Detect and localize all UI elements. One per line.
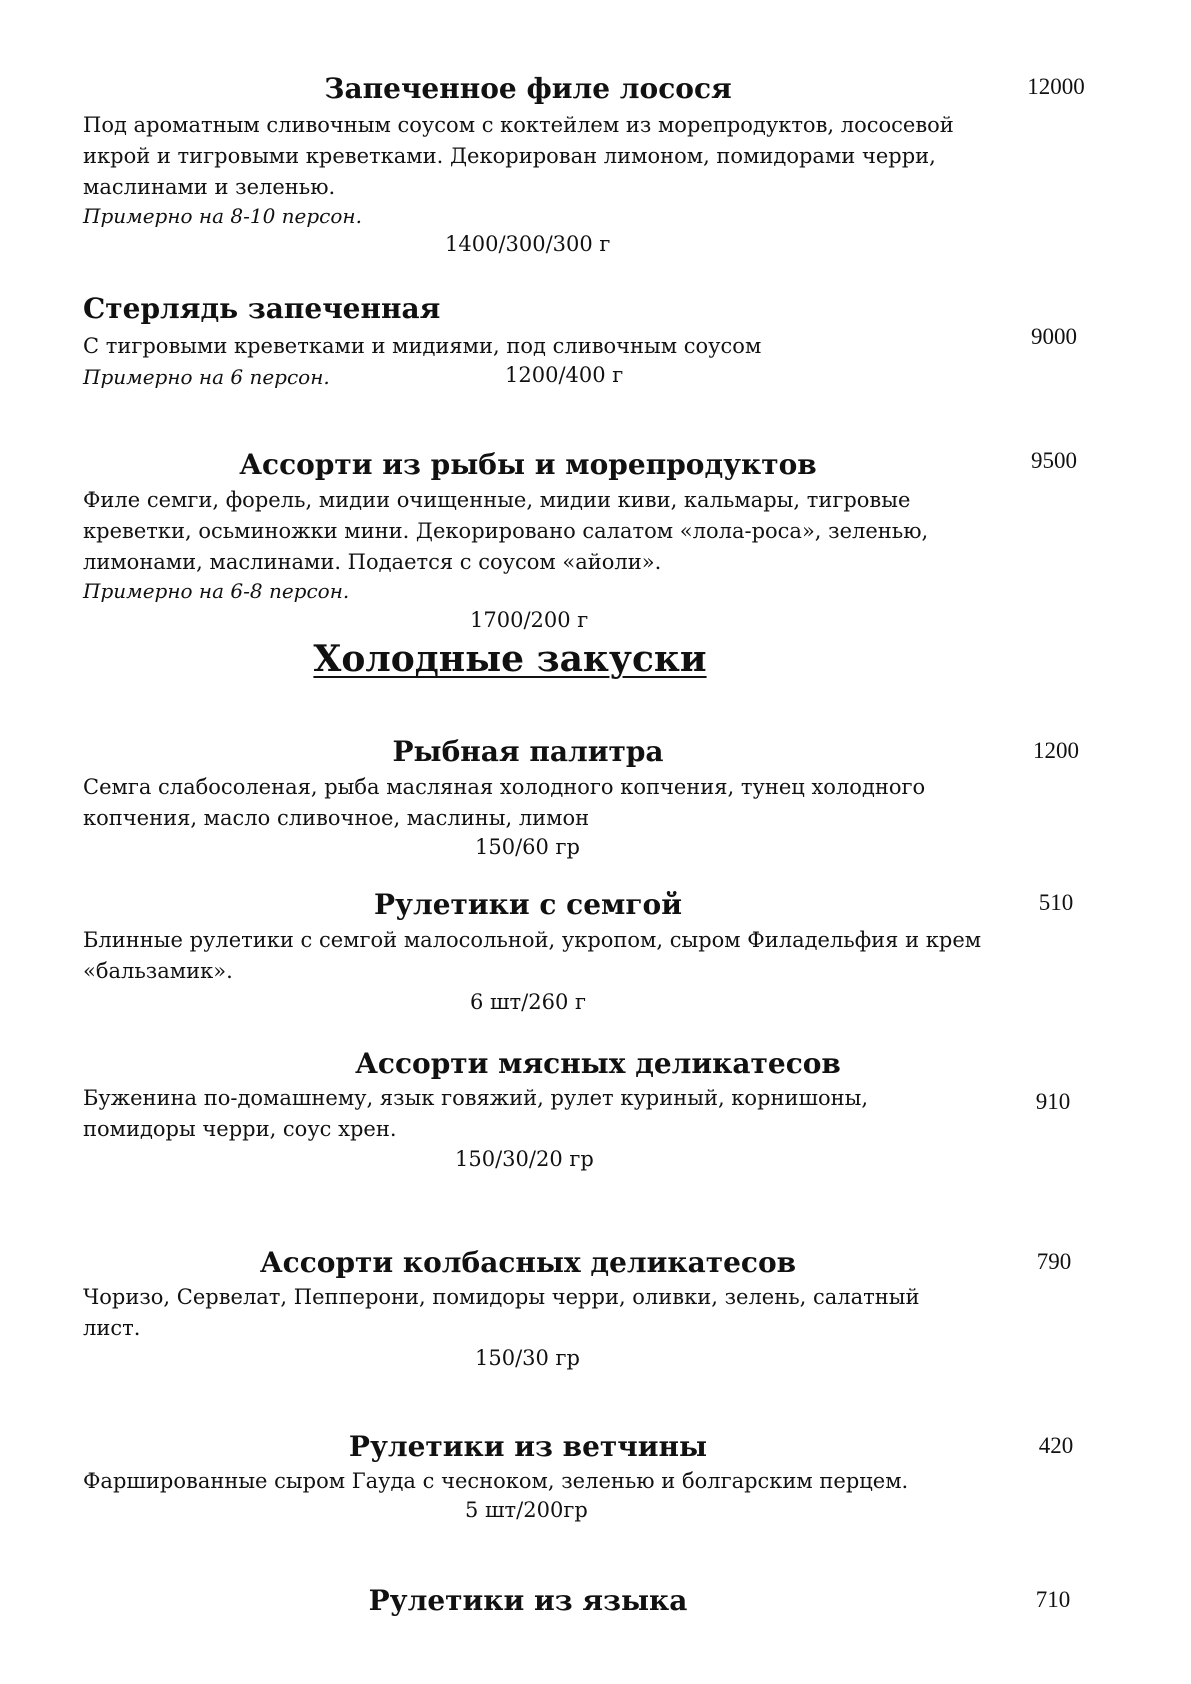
item-price: 9500 [1031, 448, 1077, 473]
item-price: 510 [1038, 890, 1074, 915]
item-title: Ассорти колбасных деликатесов [259, 1246, 797, 1279]
item-title: Рулетики с семгой [374, 888, 682, 921]
item-title: Рулетики из языка [368, 1584, 688, 1617]
item-weight: 1400/300/300 г [445, 232, 611, 256]
item-description: Филе семги, форель, мидии очищенные, мидии киви, кальмары, тигровые креветки, осьминожки мини. Декорировано салатом «лола-роса», зеленью, лимонами, маслинами. Подается с соусом «айоли». [83, 488, 929, 574]
item-weight: 150/30 гр [475, 1346, 580, 1370]
item-description: Фаршированные сыром Гауда с чесноком, зеленью и болгарским перцем. [83, 1469, 909, 1493]
item-title: Ассорти из рыбы и морепродуктов [239, 448, 817, 481]
item-price: 910 [1035, 1089, 1071, 1114]
item-title: Запеченное филе лосося [324, 72, 732, 105]
item-weight: 6 шт/260 г [470, 990, 587, 1014]
item-description: Под ароматным сливочным соусом с коктейлем из морепродуктов, лососевой икрой и тигровыми креветками. Декорирован лимоном, помидорами черри, маслинами и зеленью. [83, 113, 954, 199]
item-price: 420 [1038, 1433, 1074, 1458]
item-weight: 150/30/20 гр [455, 1147, 594, 1171]
item-note: Примерно на 8-10 персон. [83, 204, 362, 228]
item-title: Рыбная палитра [392, 735, 664, 768]
item-description: Семга слабосоленая, рыба масляная холодного копчения, тунец холодного копчения, масло сливочное, маслины, лимон [83, 775, 926, 830]
section-heading: Холодные закуски [313, 638, 707, 680]
item-price: 790 [1036, 1249, 1072, 1274]
item-description: С тигровыми креветками и мидиями, под сливочным соусом [83, 334, 762, 358]
item-note: Примерно на 6-8 персон. [83, 579, 350, 603]
item-weight: 1200/400 г [505, 363, 624, 387]
item-note: Примерно на 6 персон. [83, 365, 330, 389]
item-title: Рулетики из ветчины [348, 1430, 708, 1463]
item-price: 12000 [1027, 74, 1085, 99]
item-price: 710 [1035, 1587, 1071, 1612]
item-description: Буженина по-домашнему, язык говяжий, рулет куриный, корнишоны, помидоры черри, соус хрен. [83, 1086, 869, 1141]
item-price: 9000 [1031, 324, 1077, 349]
item-title: Стерлядь запеченная [83, 292, 441, 325]
item-description: Чоризо, Сервелат, Пепперони, помидоры черри, оливки, зелень, салатный лист. [83, 1285, 920, 1340]
item-title: Ассорти мясных деликатесов [355, 1047, 841, 1080]
item-weight: 150/60 гр [475, 835, 580, 859]
item-price: 1200 [1033, 738, 1079, 763]
item-weight: 5 шт/200гр [465, 1498, 588, 1522]
item-weight: 1700/200 г [470, 608, 589, 632]
item-description: Блинные рулетики с семгой малосольной, укропом, сыром Филадельфия и крем «бальзамик». [83, 928, 982, 983]
